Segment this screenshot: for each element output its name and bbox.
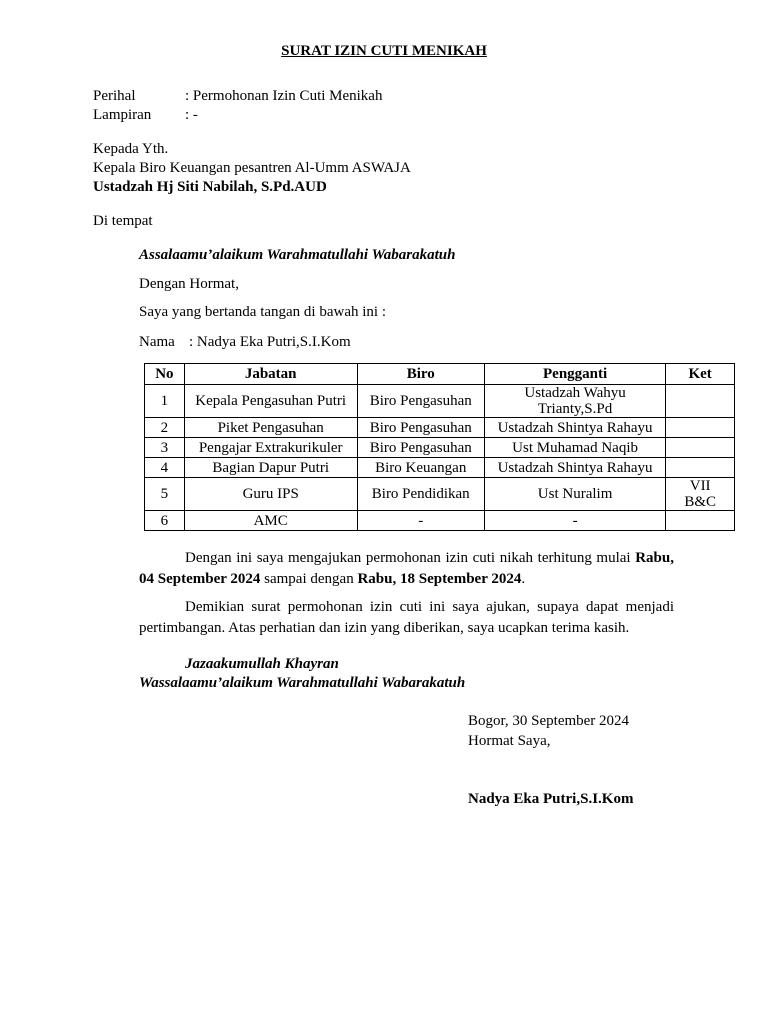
cell-biro: Biro Keuangan [357, 458, 484, 478]
intro-line: Saya yang bertanda tangan di bawah ini : [139, 304, 387, 320]
signature-name: Nadya Eka Putri,S.I.Kom [468, 791, 634, 807]
cell-jabatan: Kepala Pengasuhan Putri [184, 385, 357, 418]
table-row [145, 478, 735, 511]
header-no: No [145, 364, 185, 385]
cell-jabatan: AMC [184, 511, 357, 531]
letter-title: SURAT IZIN CUTI MENIKAH [281, 43, 487, 59]
cell-biro: - [357, 511, 484, 531]
cell-biro: Biro Pendidikan [357, 478, 484, 511]
recipient-location: Di tempat [93, 213, 153, 229]
perihal-line [93, 88, 382, 105]
cell-ket [666, 438, 735, 458]
table-row [145, 511, 735, 531]
nama-line [139, 334, 351, 351]
table-row [145, 438, 735, 458]
recipient-greeting: Kepada Yth. [93, 141, 169, 157]
perihal-value: : Permohonan Izin Cuti Menikah [185, 88, 383, 104]
closing-salam: Wassalaamu’alaikum Warahmatullahi Wabarakatuh [139, 675, 466, 691]
header-pengganti: Pengganti [484, 364, 665, 385]
cell-no: 2 [145, 418, 185, 438]
replacement-table [144, 363, 735, 531]
cell-jabatan: Piket Pengasuhan [184, 418, 357, 438]
leave-start-date: Rabu, 04 September 2024 [139, 550, 674, 587]
header-ket: Ket [666, 364, 735, 385]
lampiran-line [93, 107, 198, 124]
cell-ket [666, 511, 735, 531]
cell-pengganti: Ustadzah Shintya Rahayu [484, 458, 665, 478]
hormat-line: Dengan Hormat, [139, 276, 239, 292]
leave-request-text: Dengan ini saya mengajukan permohonan izin cuti nikah terhitung mulai [185, 550, 631, 566]
recipient-position: Kepala Biro Keuangan pesantren Al-Umm ASWAJA [93, 160, 411, 176]
lampiran-value: : - [185, 107, 198, 123]
leave-request-end: . [521, 571, 526, 587]
table-row [145, 418, 735, 438]
cell-pengganti: Ustadzah Shintya Rahayu [484, 418, 665, 438]
cell-no: 6 [145, 511, 185, 531]
recipient-name: Ustadzah Hj Siti Nabilah, S.Pd.AUD [93, 179, 327, 195]
leave-between-text: sampai dengan [260, 571, 358, 587]
cell-biro: Biro Pengasuhan [357, 418, 484, 438]
table-header-row [145, 364, 735, 385]
header-jabatan: Jabatan [184, 364, 357, 385]
cell-ket [666, 385, 735, 418]
perihal-label: Perihal [93, 88, 136, 104]
cell-ket [666, 458, 735, 478]
cell-pengganti: Ust Muhamad Naqib [484, 438, 665, 458]
signature-regards: Hormat Saya, [468, 733, 551, 749]
cell-jabatan: Pengajar Extrakurikuler [184, 438, 357, 458]
lampiran-label: Lampiran [93, 107, 152, 123]
cell-jabatan: Bagian Dapur Putri [184, 458, 357, 478]
cell-no: 4 [145, 458, 185, 478]
opening-salam: Assalaamu’alaikum Warahmatullahi Wabarakatuh [139, 247, 456, 263]
cell-biro: Biro Pengasuhan [357, 438, 484, 458]
cell-no: 5 [145, 478, 185, 511]
cell-no: 1 [145, 385, 185, 418]
leave-end-date: Rabu, 18 September 2024 [357, 571, 522, 587]
cell-ket: VII B&C [666, 478, 735, 511]
cell-ket [666, 418, 735, 438]
cell-biro: Biro Pengasuhan [357, 385, 484, 418]
cell-pengganti: Ustadzah Wahyu Trianty,S.Pd [484, 385, 665, 418]
table-row [145, 385, 735, 418]
nama-label: Nama [139, 334, 175, 350]
table-row [145, 458, 735, 478]
closing-paragraph: Demikian surat permohonan izin cuti ini saya ajukan, supaya dapat menjadi pertimbangan. Atas perhatian dan izin yang diberikan, saya ucapkan terima kasih. [139, 599, 674, 636]
cell-no: 3 [145, 438, 185, 458]
cell-pengganti: Ust Nuralim [484, 478, 665, 511]
closing-thanks: Jazaakumullah Khayran [185, 656, 339, 672]
header-biro: Biro [357, 364, 484, 385]
nama-value: : Nadya Eka Putri,S.I.Kom [189, 334, 351, 350]
leave-request-paragraph [139, 548, 674, 590]
cell-jabatan: Guru IPS [184, 478, 357, 511]
cell-pengganti: - [484, 511, 665, 531]
signature-place-date: Bogor, 30 September 2024 [468, 713, 630, 729]
